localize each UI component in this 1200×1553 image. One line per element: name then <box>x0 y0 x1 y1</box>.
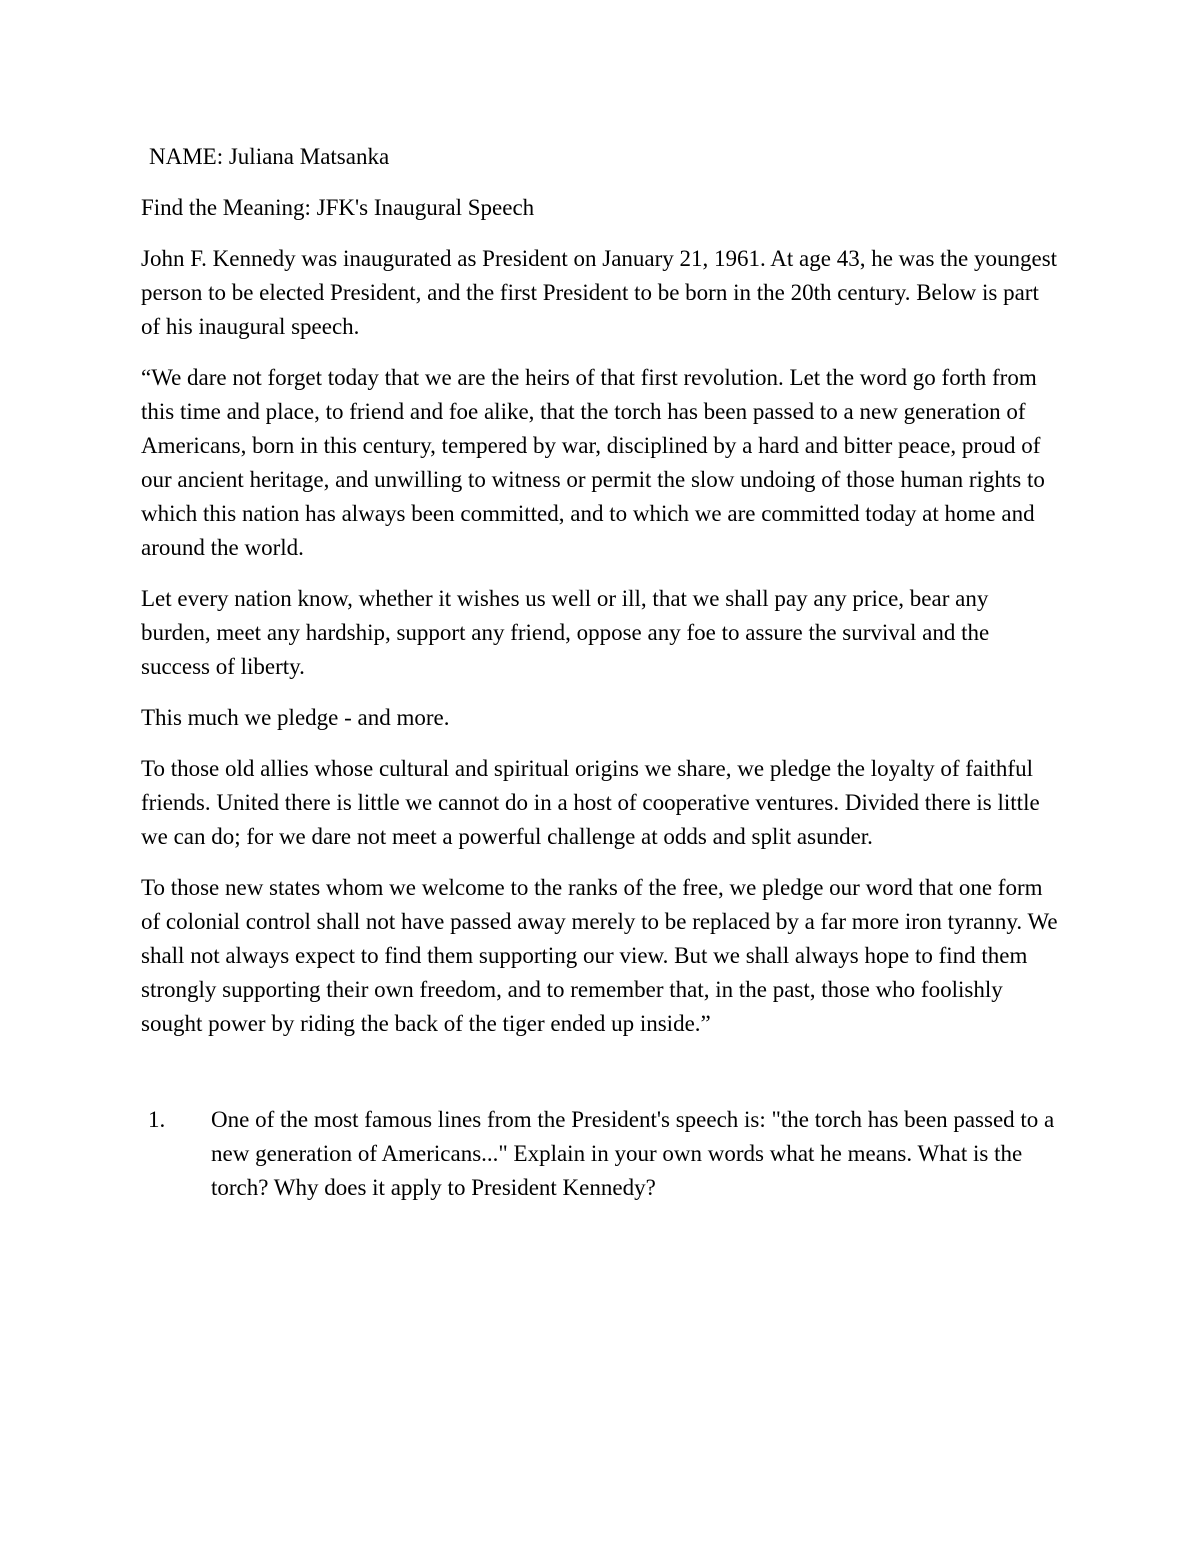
intro-paragraph: John F. Kennedy was inaugurated as President on January 21, 1961. At age 43, he was the youngest person to be elected President, and the first President to be born in the 20th century. Below is part of his inaugural speech. <box>141 246 1058 339</box>
document-body <box>141 140 1061 1205</box>
question-item <box>141 1103 1061 1205</box>
worksheet-title: Find the Meaning: JFK's Inaugural Speech <box>141 195 535 220</box>
student-name: NAME: Juliana Matsanka <box>149 144 390 169</box>
question-number: 1. <box>148 1107 166 1132</box>
speech-paragraph-4: To those old allies whose cultural and spiritual origins we share, we pledge the loyalty of faithful friends. United there is little we cannot do in a host of cooperative ventures. Divided there is little we can do; for we dare not meet a powerful challenge at odds and split asunder. <box>141 756 1040 849</box>
question-list <box>141 1103 1061 1205</box>
speech-paragraph-2: Let every nation know, whether it wishes us well or ill, that we shall pay any price, bear any burden, meet any hardship, support any friend, oppose any foe to assure the survival and the success of liberty. <box>141 586 990 679</box>
question-text: One of the most famous lines from the President's speech is: "the torch has been passed to a new generation of Americans..." Explain in your own words what he means. What is the torch? Why does it apply to President Kennedy? <box>211 1107 1055 1200</box>
speech-paragraph-3: This much we pledge - and more. <box>141 705 450 730</box>
speech-paragraph-5: To those new states whom we welcome to the ranks of the free, we pledge our word that one form of colonial control shall not have passed away merely to be replaced by a far more iron tyranny. We shall not always expect to find them supporting our view. But we shall always hope to find them strongly supporting their own freedom, and to remember that, in the past, those who foolishly sought power by riding the back of the tiger ended up inside.” <box>141 875 1058 1036</box>
speech-paragraph-1: “We dare not forget today that we are the heirs of that first revolution. Let the word go forth from this time and place, to friend and foe alike, that the torch has been passed to a new generation of Americans, born in this century, tempered by war, disciplined by a hard and bitter peace, proud of our ancient heritage, and unwilling to witness or permit the slow undoing of those human rights to which this nation has always been committed, and to which we are committed today at home and around the world. <box>141 365 1045 560</box>
